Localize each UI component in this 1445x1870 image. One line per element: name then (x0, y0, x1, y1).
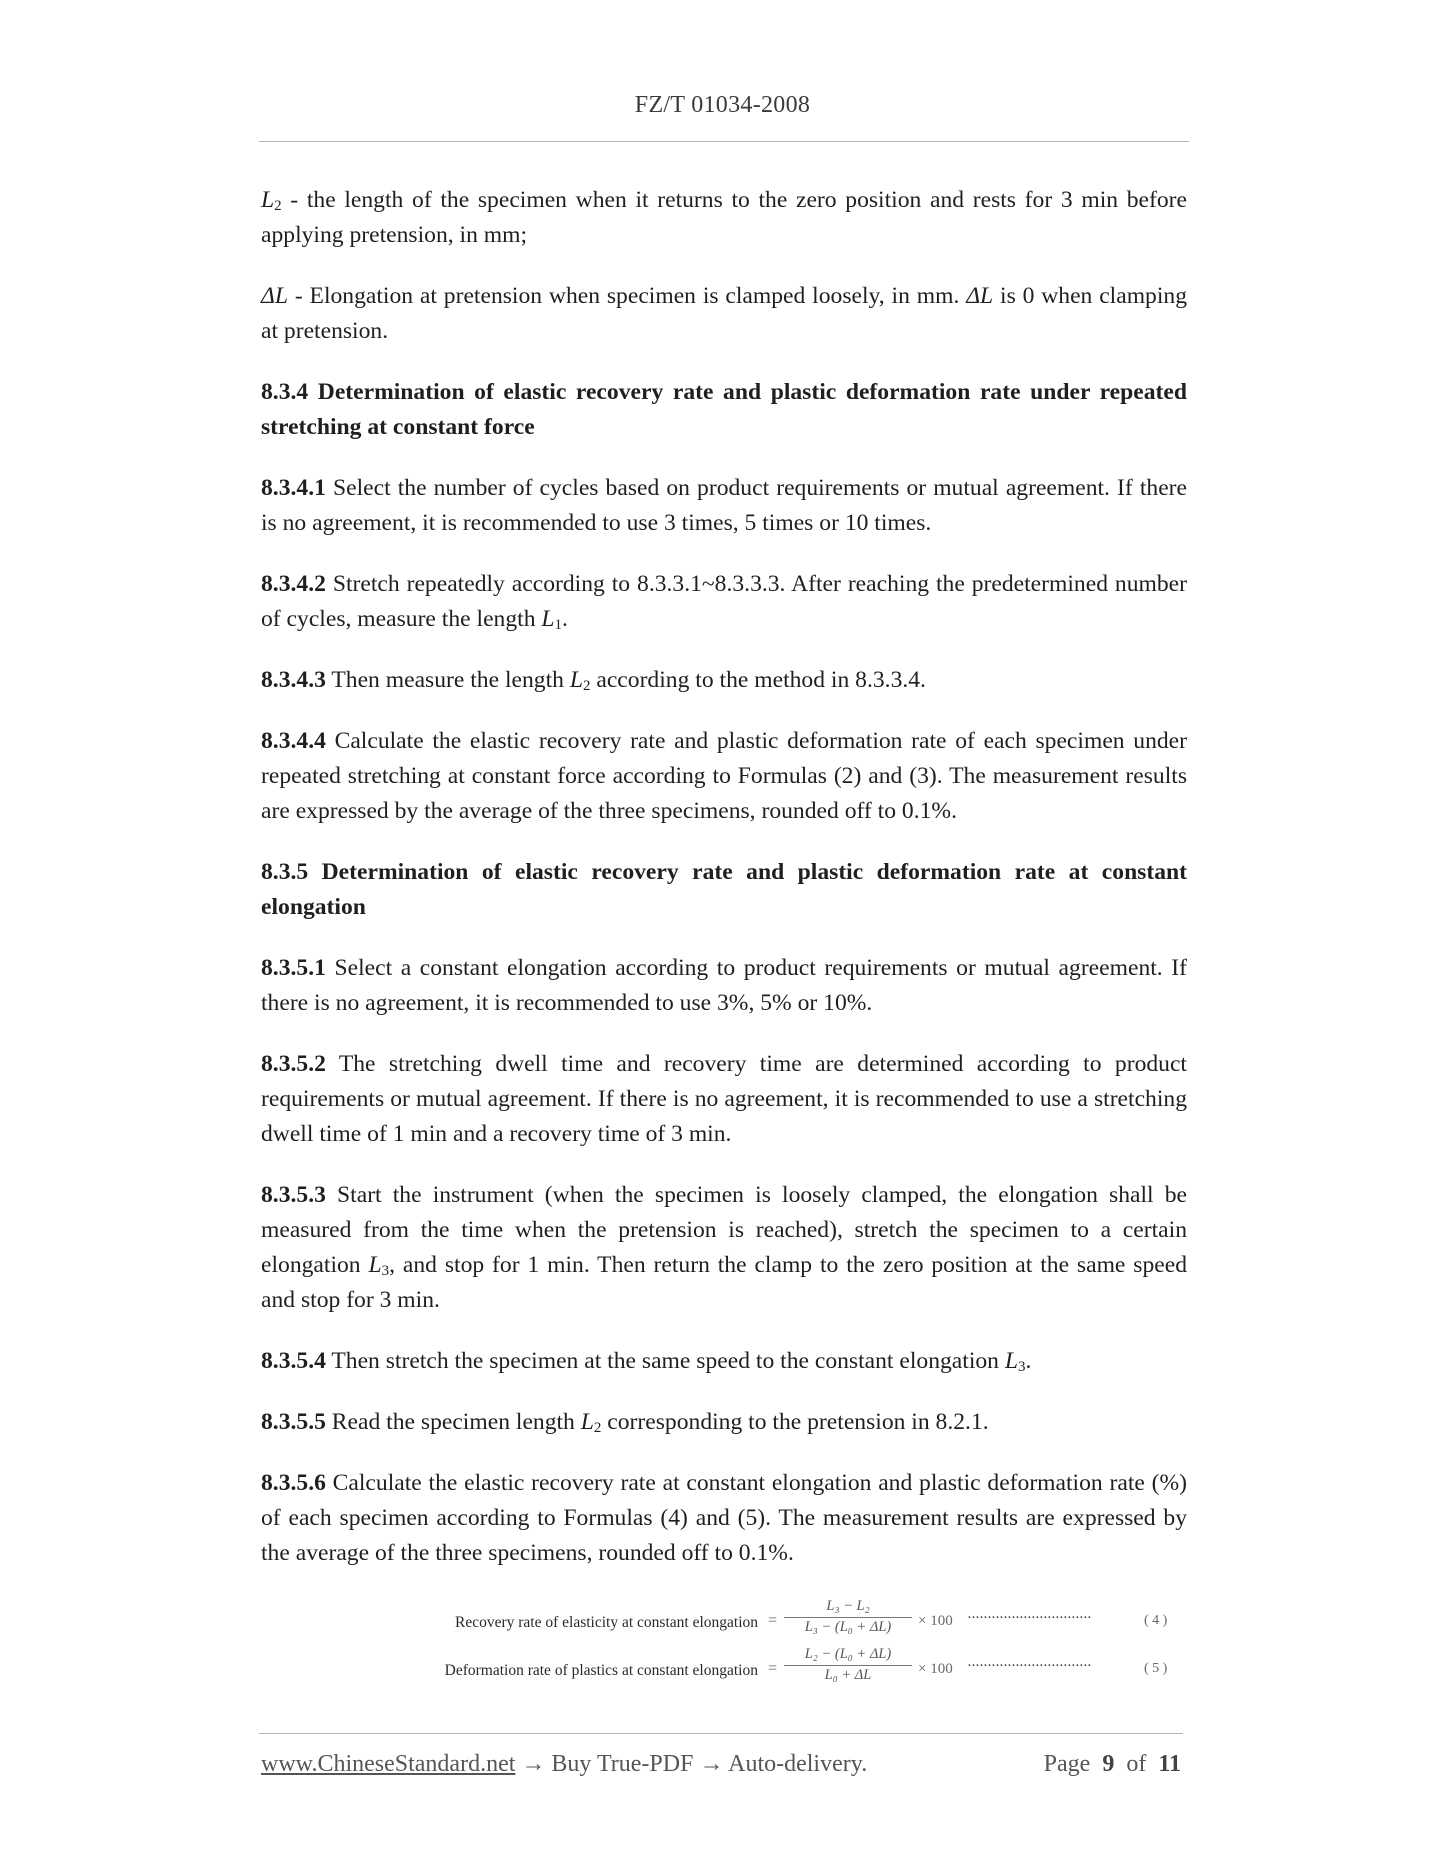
header-standard-code: FZ/T 01034-2008 (634, 92, 811, 118)
formula-5-leader-dots: ······························· (967, 1658, 1091, 1674)
formula-5-multiplier: × 100 (918, 1661, 953, 1677)
clause-8-3-4-2: 8.3.4.2 Stretch repeatedly according to 8.3.3.1~8.3.3.3. After reaching the predetermined number of cycles, measure the length $L_1$. (261, 571, 1187, 633)
symbol-l: L (261, 187, 275, 213)
clause-8-3-4-1: 8.3.4.1 Select the number of cycles based on product requirements or mutual agreement. If there is no agreement, it is recommended to use 3 times, 5 times or 10 times. (261, 475, 1187, 536)
clause-8-3-5-6: 8.3.5.6 Calculate the elastic recovery rate at constant elongation and plastic deformation rate (%) of each specimen according to Formulas (4) and (5). The measurement results are expressed by the average of the three specimens, rounded off to 0.1%. (261, 1470, 1187, 1566)
formula-4-numerator: L₃ − L₂ (784, 1598, 912, 1618)
footer-site-link[interactable]: www.ChineseStandard.net (261, 1751, 516, 1777)
formula-4-leader-dots: ······························· (967, 1610, 1091, 1626)
page-indicator: Page 9 of 11 (1043, 1751, 1181, 1777)
formula-4-fraction (784, 1598, 912, 1636)
formula-4-number: ( 4 ) (1144, 1613, 1168, 1628)
definition-delta-l: ΔL - Elongation at pretension when specimen is clamped loosely, in mm. ΔL is 0 when clamping at pretension. (261, 283, 1187, 344)
formula-5-fraction (784, 1646, 912, 1684)
formula-5-label: Deformation rate of plastics at constant elongation (444, 1662, 758, 1679)
formula-4-label: Recovery rate of elasticity at constant elongation (455, 1614, 758, 1631)
formula-4-multiplier: × 100 (918, 1613, 953, 1629)
formula-5-denominator: L₀ + ΔL (824, 1667, 872, 1683)
clause-8-3-5-5: 8.3.5.5 Read the specimen length $L_2$ corresponding to the pretension in 8.2.1. (261, 1409, 989, 1436)
clause-8-3-5-2: 8.3.5.2 The stretching dwell time and recovery time are determined according to product requirements or mutual agreement. If there is no agreement, it is recommended to use a stretching dwell time of 1 min and a recovery time of 3 min. (261, 1051, 1187, 1147)
clause-8-3-5-1: 8.3.5.1 Select a constant elongation according to product requirements or mutual agreement. If there is no agreement, it is recommended to use 3%, 5% or 10%. (261, 955, 1187, 1016)
formula-5-equals: = (768, 1660, 778, 1677)
section-heading-8-3-5: 8.3.5 Determination of elastic recovery rate and plastic deformation rate at constant elongation (261, 859, 1187, 920)
header-divider (259, 141, 1189, 142)
formula-block (0, 1598, 1445, 1708)
clause-8-3-4-4: 8.3.4.4 Calculate the elastic recovery rate and plastic deformation rate of each specimen under repeated stretching at constant force according to Formulas (2) and (3). The measurement results are expressed by the average of the three specimens, rounded off to 0.1%. (261, 728, 1187, 824)
clause-8-3-5-3: 8.3.5.3 Start the instrument (when the specimen is loosely clamped, the elongation shall be measured from the time when the pretension is reached), stretch the specimen to a certain elongation $L_3$, and stop for 1 min. Then return the clamp to the zero position at the same speed and stop for 3 min. (261, 1182, 1187, 1313)
footer-promo-text: → Buy True-PDF → Auto-delivery. (515, 1751, 868, 1777)
section-heading-8-3-4: 8.3.4 Determination of elastic recovery rate and plastic deformation rate under repeated stretching at constant force (261, 379, 1187, 440)
formula-5-number: ( 5 ) (1144, 1661, 1168, 1676)
clause-8-3-4-3: 8.3.4.3 Then measure the length $L_2$ according to the method in 8.3.3.4. (261, 667, 926, 694)
total-page-count: 11 (1158, 1751, 1181, 1777)
clause-8-3-5-4: 8.3.5.4 Then stretch the specimen at the same speed to the constant elongation $L_3$. (261, 1348, 1032, 1375)
footer-divider (259, 1733, 1183, 1734)
formula-4-denominator: L₃ − (L₀ + ΔL) (804, 1619, 892, 1635)
definition-l2: $L_2$ - the length of the specimen when it returns to the zero position and rests for 3 min before applying pretension, in mm; (261, 187, 1187, 248)
document-body (261, 183, 1187, 1597)
current-page-number: 9 (1102, 1751, 1115, 1777)
formula-5-numerator: L₂ − (L₀ + ΔL) (784, 1646, 912, 1666)
page-footer (261, 1751, 1181, 1778)
formula-4-equals: = (768, 1612, 778, 1629)
